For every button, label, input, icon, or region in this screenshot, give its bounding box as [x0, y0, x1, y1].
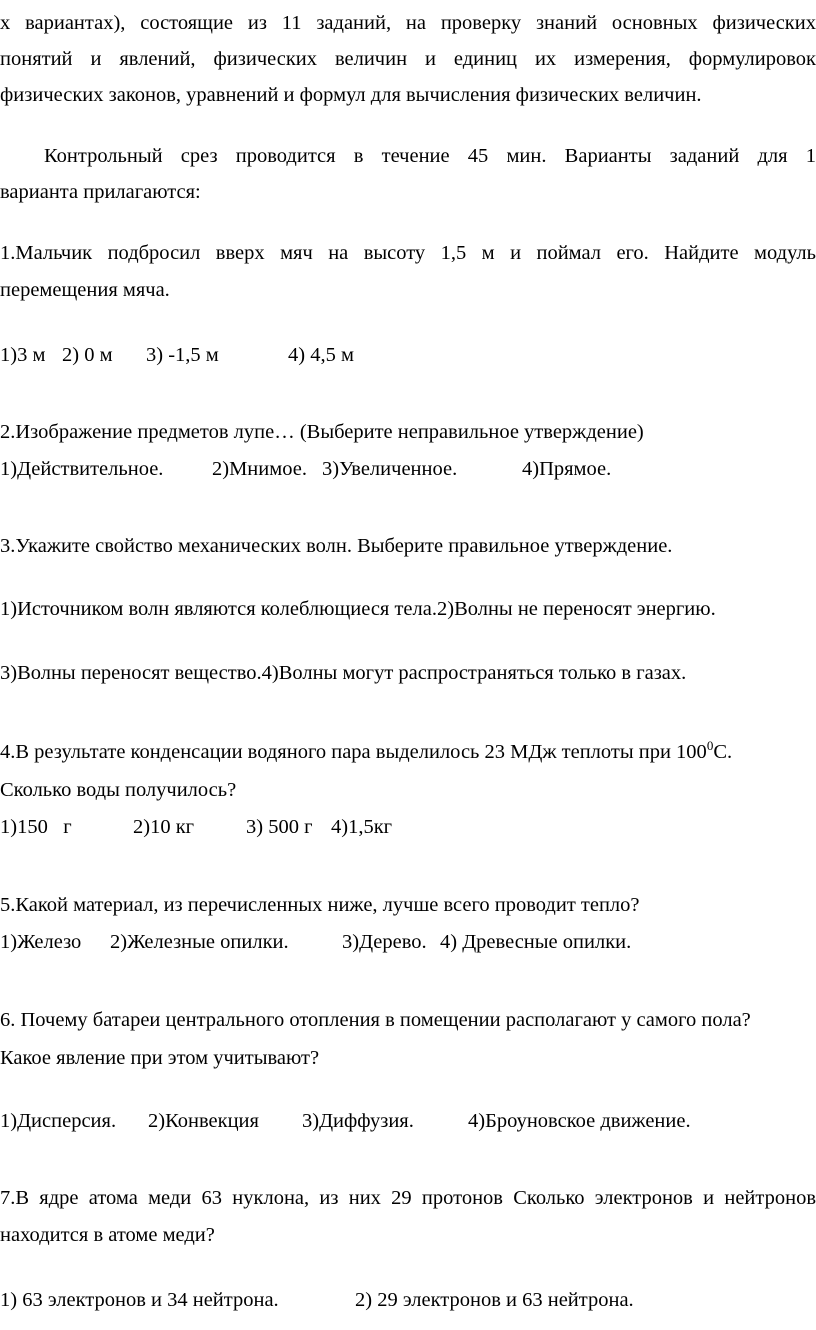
intro-line-1: х вариантах), состоящие из 11 заданий, на проверку знаний основных физических	[0, 12, 816, 34]
q4-answer-4: 4)1,5кг	[331, 816, 393, 838]
q2-question: 2.Изображение предметов лупе… (Выберите неправильное утверждение)	[0, 421, 644, 443]
q6-line-2: Какое явление при этом учитывают?	[0, 1047, 320, 1069]
q5-answer-2: 2)Железные опилки.	[110, 931, 289, 953]
q6-line-1: 6. Почему батареи центрального отопления в помещении располагают у самого пола?	[0, 1009, 751, 1031]
q3-answers-line-1: 1)Источником волн являются колеблющиеся тела.2)Волны не переносят энергию.	[0, 598, 716, 620]
intro-line-2: понятий и явлений, физических величин и единиц их измерения, формулировок	[0, 48, 816, 70]
degree-sup: 0	[706, 738, 714, 753]
q6-answer-4: 4)Броуновское движение.	[468, 1110, 691, 1132]
q2-answer-2: 2)Мнимое.	[212, 458, 307, 480]
q4-line-1-text: 4.В результате конденсации водяного пара выделилось 23 МДж теплоты при 100	[0, 741, 707, 763]
q5-answer-1: 1)Железо	[0, 931, 82, 953]
q1-answer-3: 3) -1,5 м	[146, 344, 219, 366]
q7-line-1: 7.В ядре атома меди 63 нуклона, из них 29 протонов Сколько электронов и нейтронов	[0, 1187, 816, 1209]
q7-answer-1: 1) 63 электронов и 34 нейтрона.	[0, 1289, 279, 1311]
intro-line-3: физических законов, уравнений и формул для вычисления физических величин.	[0, 84, 702, 106]
q5-answer-3: 3)Дерево.	[342, 931, 427, 953]
q1-answer-1: 1)3 м	[0, 344, 46, 366]
q2-answer-3: 3)Увеличенное.	[322, 458, 458, 480]
q5-question: 5.Какой материал, из перечисленных ниже, лучше всего проводит тепло?	[0, 894, 640, 916]
q3-answers-line-2: 3)Волны переносят вещество.4)Волны могут распространяться только в газах.	[0, 662, 687, 684]
q4-line-1	[0, 740, 816, 764]
q1-line-1: 1.Мальчик подбросил вверх мяч на высоту 1,5 м и поймал его. Найдите модуль	[0, 242, 816, 264]
q4-line-1-end: С.	[713, 741, 733, 763]
q6-answer-2: 2)Конвекция	[148, 1110, 259, 1132]
q4-answer-3: 3) 500 г	[246, 816, 313, 838]
q2-answer-4: 4)Прямое.	[522, 458, 612, 480]
q3-question: 3.Укажите свойство механических волн. Выберите правильное утверждение.	[0, 535, 673, 557]
q4-answer-2: 2)10 кг	[133, 816, 195, 838]
para2-line-2: варианта прилагаются:	[0, 181, 201, 203]
q5-answer-4: 4) Древесные опилки.	[440, 931, 632, 953]
q7-answer-2: 2) 29 электронов и 63 нейтрона.	[355, 1289, 634, 1311]
q2-answer-1: 1)Действительное.	[0, 458, 164, 480]
q6-answer-1: 1)Дисперсия.	[0, 1110, 117, 1132]
q1-line-2: перемещения мяча.	[0, 279, 170, 301]
para2-line-1: Контрольный срез проводится в течение 45 мин. Варианты заданий для 1	[44, 145, 816, 167]
q7-line-2: находится в атоме меди?	[0, 1224, 215, 1246]
q1-answer-2: 2) 0 м	[62, 344, 113, 366]
q4-answer-1: 1)150 г	[0, 816, 72, 838]
q6-answer-3: 3)Диффузия.	[302, 1110, 414, 1132]
q4-line-2: Сколько воды получилось?	[0, 779, 237, 801]
q1-answer-4: 4) 4,5 м	[288, 344, 354, 366]
